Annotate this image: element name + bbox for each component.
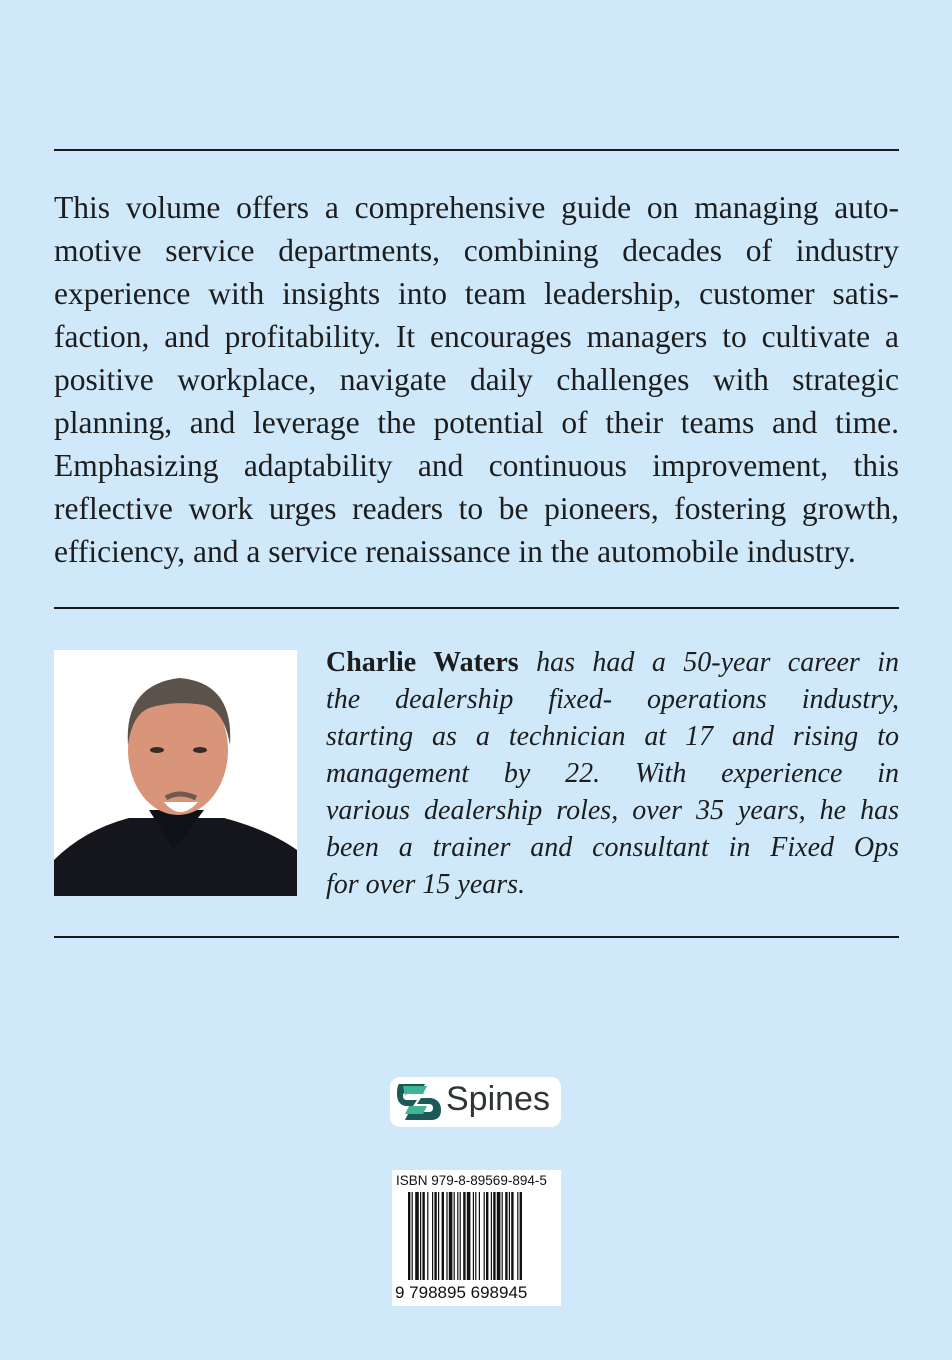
author-photo bbox=[54, 650, 297, 896]
bio-line: various dealership roles, over 35 years, he has bbox=[326, 795, 899, 826]
barcode-bar bbox=[427, 1192, 428, 1280]
barcode-bars bbox=[392, 1192, 561, 1288]
barcode-bar bbox=[432, 1192, 433, 1280]
barcode-bar bbox=[479, 1192, 480, 1280]
spines-logo-icon bbox=[395, 1082, 443, 1122]
bio-line: for over 15 years. bbox=[326, 869, 526, 900]
description-line: planning, and leverage the potential of their teams and time. bbox=[54, 405, 899, 440]
barcode-bar bbox=[511, 1192, 513, 1280]
barcode-bar bbox=[467, 1192, 471, 1280]
barcode-bar bbox=[491, 1192, 492, 1280]
barcode-bar bbox=[446, 1192, 447, 1280]
divider-bottom bbox=[54, 936, 899, 938]
isbn-label: ISBN 979-8-89569-894-5 bbox=[396, 1173, 547, 1188]
publisher-name: Spines bbox=[446, 1080, 550, 1118]
description-line: reflective work urges readers to be pioneers, fostering growth, bbox=[54, 491, 899, 526]
barcode-bar bbox=[434, 1192, 436, 1280]
description-line: This volume offers a comprehensive guide on managing auto- bbox=[54, 190, 899, 225]
description-line: faction, and profitability. It encourages managers to cultivate a bbox=[54, 319, 899, 354]
barcode-bar bbox=[449, 1192, 453, 1280]
barcode-bar bbox=[520, 1192, 522, 1280]
barcode-bar bbox=[517, 1192, 518, 1280]
divider-top bbox=[54, 149, 899, 151]
description-line: experience with insights into team leadership, customer satis- bbox=[54, 276, 899, 311]
description-line: efficiency, and a service renaissance in the automobile industry. bbox=[54, 534, 856, 569]
isbn-barcode bbox=[392, 1170, 561, 1306]
barcode-bar bbox=[505, 1192, 507, 1280]
barcode-bar bbox=[486, 1192, 488, 1280]
barcode-bar bbox=[484, 1192, 485, 1280]
barcode-bar bbox=[473, 1192, 474, 1280]
barcode-bar bbox=[460, 1192, 461, 1280]
bio-line: starting as a technician at 17 and rising to bbox=[326, 721, 899, 752]
barcode-bar bbox=[502, 1192, 503, 1280]
barcode-bar bbox=[422, 1192, 424, 1280]
bio-line: been a trainer and consultant in Fixed Ops bbox=[326, 832, 899, 863]
barcode-bar bbox=[454, 1192, 455, 1280]
barcode-bar bbox=[415, 1192, 419, 1280]
barcode-bar bbox=[493, 1192, 495, 1280]
barcode-bar bbox=[509, 1192, 510, 1280]
book-description bbox=[54, 186, 899, 573]
barcode-bar bbox=[412, 1192, 413, 1280]
publisher-logo bbox=[390, 1077, 561, 1127]
author-bio bbox=[326, 644, 899, 903]
barcode-bar bbox=[442, 1192, 444, 1280]
divider-middle bbox=[54, 607, 899, 609]
bio-line: the dealership fixed- operations industry, bbox=[326, 684, 899, 715]
barcode-bar bbox=[420, 1192, 421, 1280]
bio-line: management by 22. With experience in bbox=[326, 758, 899, 789]
bio-line: has had a 50-year career in bbox=[536, 647, 900, 678]
barcode-digits: 9 798895 698945 bbox=[395, 1283, 528, 1302]
barcode-bar bbox=[463, 1192, 465, 1280]
description-line: Emphasizing adaptability and continuous improvement, this bbox=[54, 448, 899, 483]
barcode-bar bbox=[497, 1192, 501, 1280]
description-line: positive workplace, navigate daily challenges with strategic bbox=[54, 362, 899, 397]
barcode-bar bbox=[408, 1192, 410, 1280]
barcode-bar bbox=[457, 1192, 458, 1280]
barcode-bar bbox=[438, 1192, 439, 1280]
barcode-bar bbox=[475, 1192, 476, 1280]
author-name: Charlie Waters bbox=[326, 647, 519, 678]
description-line: motive service departments, combining decades of industry bbox=[54, 233, 899, 268]
